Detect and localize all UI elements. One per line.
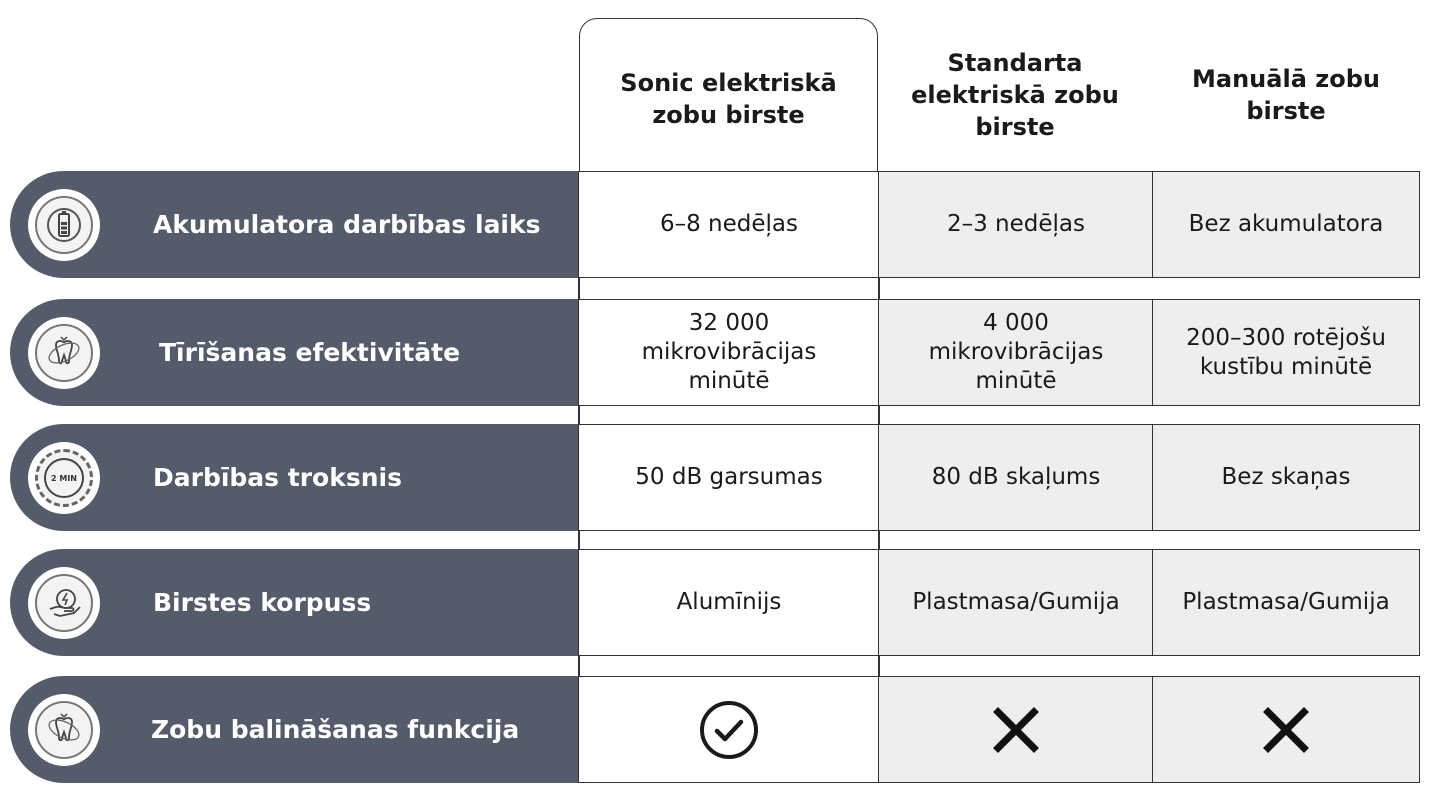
row-label-whitening xyxy=(10,676,579,783)
cell-sonic: 50 dB garsumas xyxy=(578,424,879,531)
row-label-text: Zobu balināšanas funkcija xyxy=(151,715,520,744)
cell-sonic: 6–8 nedēļas xyxy=(578,171,879,278)
column-header-sonic xyxy=(579,18,878,171)
battery-icon xyxy=(28,189,100,261)
row-label-text: Birstes korpuss xyxy=(153,588,372,617)
cell-sonic: Alumīnijs xyxy=(578,549,879,656)
cell-standard: 2–3 nedēļas xyxy=(878,171,1153,278)
row-label-text: Darbības troksnis xyxy=(153,463,402,492)
row-label-noise xyxy=(10,424,579,531)
cell-standard-text: 4 000 mikrovibrācijas minūtē xyxy=(928,310,1104,394)
cell-sonic xyxy=(578,299,879,406)
cell-manual: Bez skaņas xyxy=(1152,424,1420,531)
divider xyxy=(878,655,880,677)
cell-standard xyxy=(878,299,1153,406)
row-label-body xyxy=(10,549,579,656)
cell-standard: 80 dB skaļums xyxy=(878,424,1153,531)
row-label-cleaning xyxy=(10,299,579,406)
divider xyxy=(878,405,880,425)
row-label-text: Akumulatora darbības laiks xyxy=(153,210,541,239)
cell-manual-text: 200–300 rotējošu kustību minūtē xyxy=(1186,324,1386,380)
timer-2-min-icon xyxy=(28,442,100,514)
cross-icon xyxy=(992,706,1040,754)
divider xyxy=(878,277,880,299)
tooth-whitening-icon xyxy=(28,694,100,766)
divider xyxy=(578,655,580,677)
row-label-text: Tīrīšanas efektivitāte xyxy=(159,338,461,367)
column-header-manual xyxy=(1152,18,1420,171)
column-header-standard xyxy=(878,18,1152,171)
cell-manual: Plastmasa/Gumija xyxy=(1152,549,1420,656)
row-label-battery xyxy=(10,171,579,278)
tooth-cleaning-icon xyxy=(28,317,100,389)
cross-icon xyxy=(1262,706,1310,754)
hand-shield-icon xyxy=(28,567,100,639)
column-header-sonic-text: Sonic elektriskā zobu birste xyxy=(620,69,837,129)
divider xyxy=(578,530,580,550)
check-icon xyxy=(698,699,760,761)
cell-sonic-text: 32 000 mikrovibrācijas minūtē xyxy=(641,310,817,394)
cell-manual xyxy=(1152,676,1420,783)
timer-label: 2 MIN xyxy=(44,458,84,498)
cell-manual: Bez akumulatora xyxy=(1152,171,1420,278)
divider xyxy=(578,277,580,299)
divider xyxy=(578,405,580,425)
cell-standard xyxy=(878,676,1153,783)
divider xyxy=(878,530,880,550)
column-header-manual-text: Manuālā zobu birste xyxy=(1192,64,1380,125)
cell-manual xyxy=(1152,299,1420,406)
cell-sonic xyxy=(578,676,879,783)
column-header-standard-text: Standarta elektriskā zobu birste xyxy=(911,48,1119,141)
cell-standard: Plastmasa/Gumija xyxy=(878,549,1153,656)
